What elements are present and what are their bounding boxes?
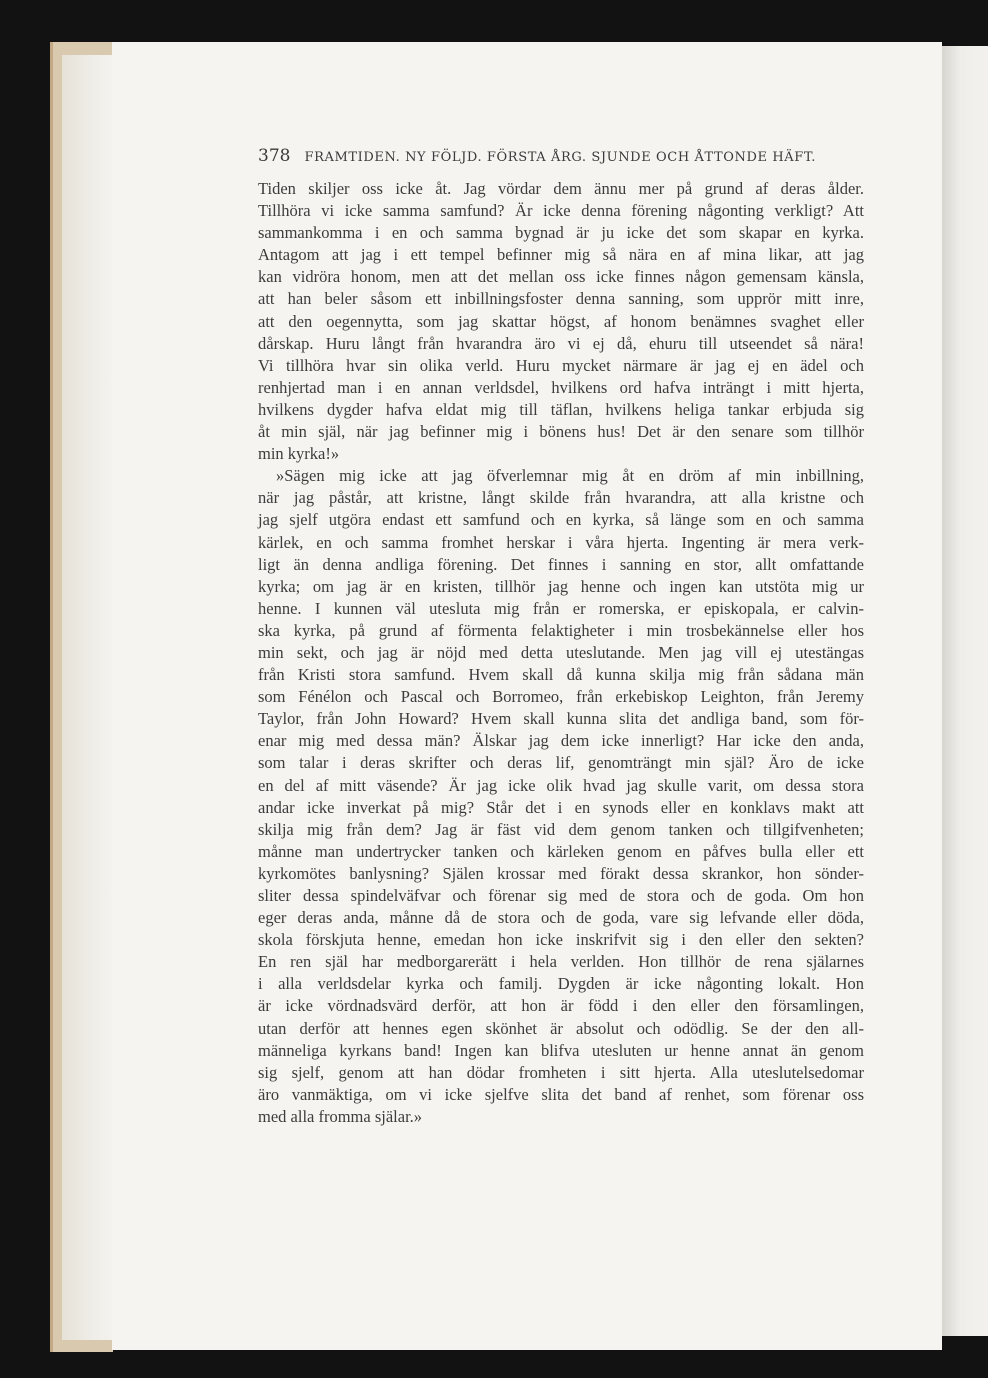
text-line: Vi tillhöra hvar sin olika verld. Huru mycket närmare är jag ej en ädel och (258, 355, 864, 375)
text-line: när jag påstår, att kristne, långt skilde från hvarandra, att alla kristne och (258, 488, 864, 508)
text-line: Tiden skiljer oss icke åt. Jag vördar dem ännu mer på grund af deras ålder. (258, 179, 864, 198)
text-line: sliter dessa spindelväfvar och förenar sig med de stora och de goda. Om hon (258, 886, 864, 905)
page-number: 378 (258, 146, 291, 166)
text-line: min kyrka!» (258, 444, 340, 464)
text-line: eger deras anda, månne då de stora och de goda, vare sig lefvande eller döda, (258, 908, 864, 928)
text-line: »Sägen mig icke att jag öfverlemnar mig åt en dröm af min inbillning, (276, 466, 864, 486)
body-text (258, 178, 864, 1128)
text-line: är icke vördnadsvärd derför, att hon är född i den eller den församlingen, (258, 996, 864, 1016)
text-line: En ren själ har medborgarerätt i hela verlden. Hon tillhör de rena själarnes (258, 952, 864, 972)
running-head-title: FRAMTIDEN. NY FÖLJD. FÖRSTA ÅRG. SJUNDE OCH ÅTTONDE HÄFT. (304, 150, 816, 165)
text-line: jag sjelf utgöra endast ett samfund och en kyrka, så länge som en och samma (258, 510, 864, 530)
text-line: som talar i deras skrifter och deras lif, genomträngt min själ? Äro de icke (258, 753, 864, 773)
text-line: männeliga kyrkans band! Ingen kan blifva utesluten ur henne annat än genom (258, 1040, 864, 1060)
text-line: skola förskjuta henne, emedan hon icke inskrifvit sig i den eller den sekten? (258, 930, 864, 950)
text-line: äro vanmäktiga, om vi icke sjelfve slita det band af renhet, som förenar oss (258, 1084, 864, 1104)
text-line: skilja mig från dem? Jag är fäst vid dem genom tanken och tillgifvenheten; (258, 819, 864, 839)
text-line: kärlek, en och samma fromhet herskar i våra hjerta. Ingenting är mera verk- (258, 532, 864, 552)
text-line: att den oegennytta, som jag skattar högst, af honom benämnes svaghet eller (258, 311, 864, 331)
text-line: en del af mitt väsende? Är jag icke olik hvad jag skulle varit, om dessa stora (258, 775, 864, 795)
text-line: ska kyrka, på grund af förmenta felaktigheter i min trosbekännelse eller hos (258, 620, 864, 640)
facing-page-edge (942, 46, 988, 1336)
text-line: Taylor, från John Howard? Hvem skall kunna slita det andliga band, som för- (258, 709, 864, 729)
text-line: enar mig med dessa män? Älskar jag dem icke innerligt? Har icke den anda, (258, 731, 864, 751)
text-line: som Fénélon och Pascal och Borromeo, från erkebiskop Leighton, från Jeremy (258, 687, 864, 707)
text-line: ligt än denna andliga förening. Det finnes i sanning en stor, allt omfattande (258, 554, 864, 574)
text-line: med alla fromma själar.» (258, 1106, 423, 1126)
text-line: Tillhöra vi icke samma samfund? Är icke denna förening någonting verkligt? Att (258, 201, 864, 221)
text-line: hvilkens dygder hafva eldat mig till täflan, hvilkens heliga tankar erbjuda sig (258, 399, 864, 419)
text-line: att han beler såsom ett inbillningsfoster denna sanning, som upprör mitt inre, (258, 289, 864, 309)
text-line: månne man undertrycker tanken och kärleken genom en påfves bulla eller ett (258, 841, 864, 861)
text-line: utan derför att hennes egen skönhet är absolut och odödlig. Se der den all- (258, 1018, 864, 1038)
text-line: sig sjelf, genom att han dödar fromheten i sitt hjerta. Alla uteslutelsedomar (258, 1062, 864, 1082)
text-line: renhjertad man i en annan verldsdel, hvilkens ord hafva inträngt i mitt hjerta, (258, 377, 864, 397)
text-line: min sekt, och jag är nöjd med detta uteslutande. Men jag vill ej utestängas (258, 642, 864, 662)
text-line: sammankomma i en och samma bygnad är ju icke det som skapar en kyrka. (258, 223, 864, 243)
left-page-edge (62, 55, 113, 1340)
text-line: från Kristi stora samfund. Hvem skall då kunna skilja mig från sådana män (258, 665, 864, 685)
text-line: kan vidröra honom, men att det mellan oss icke finnes någon gemensam känsla, (258, 267, 864, 287)
text-line: åt min själ, när jag befinner mig i bönens hus! Det är den senare som tillhör (258, 422, 864, 442)
text-line: i alla verldsdelar kyrka och familj. Dygden är icke någonting lokalt. Hon (258, 974, 864, 994)
text-line: Antagom att jag i ett tempel befinner mig så nära en af mina likar, att jag (258, 245, 864, 265)
text-line: henne. I kunnen väl utesluta mig från er romerska, er episkopala, er calvin- (258, 598, 864, 618)
text-line: kyrkomötes banlysning? Själen krossar med förakt dessa skrankor, hon sönder- (258, 863, 864, 883)
text-line: dårskap. Huru långt från hvarandra äro vi ej då, ehuru till utseendet så nära! (258, 333, 864, 353)
text-line: andar icke inverkat på mig? Står det i en synods eller en konklavs makt att (258, 797, 864, 817)
text-line: kyrka; om jag är en kristen, tillhör jag henne och ingen kan utstöta mig ur (258, 576, 864, 596)
running-head (258, 146, 868, 166)
